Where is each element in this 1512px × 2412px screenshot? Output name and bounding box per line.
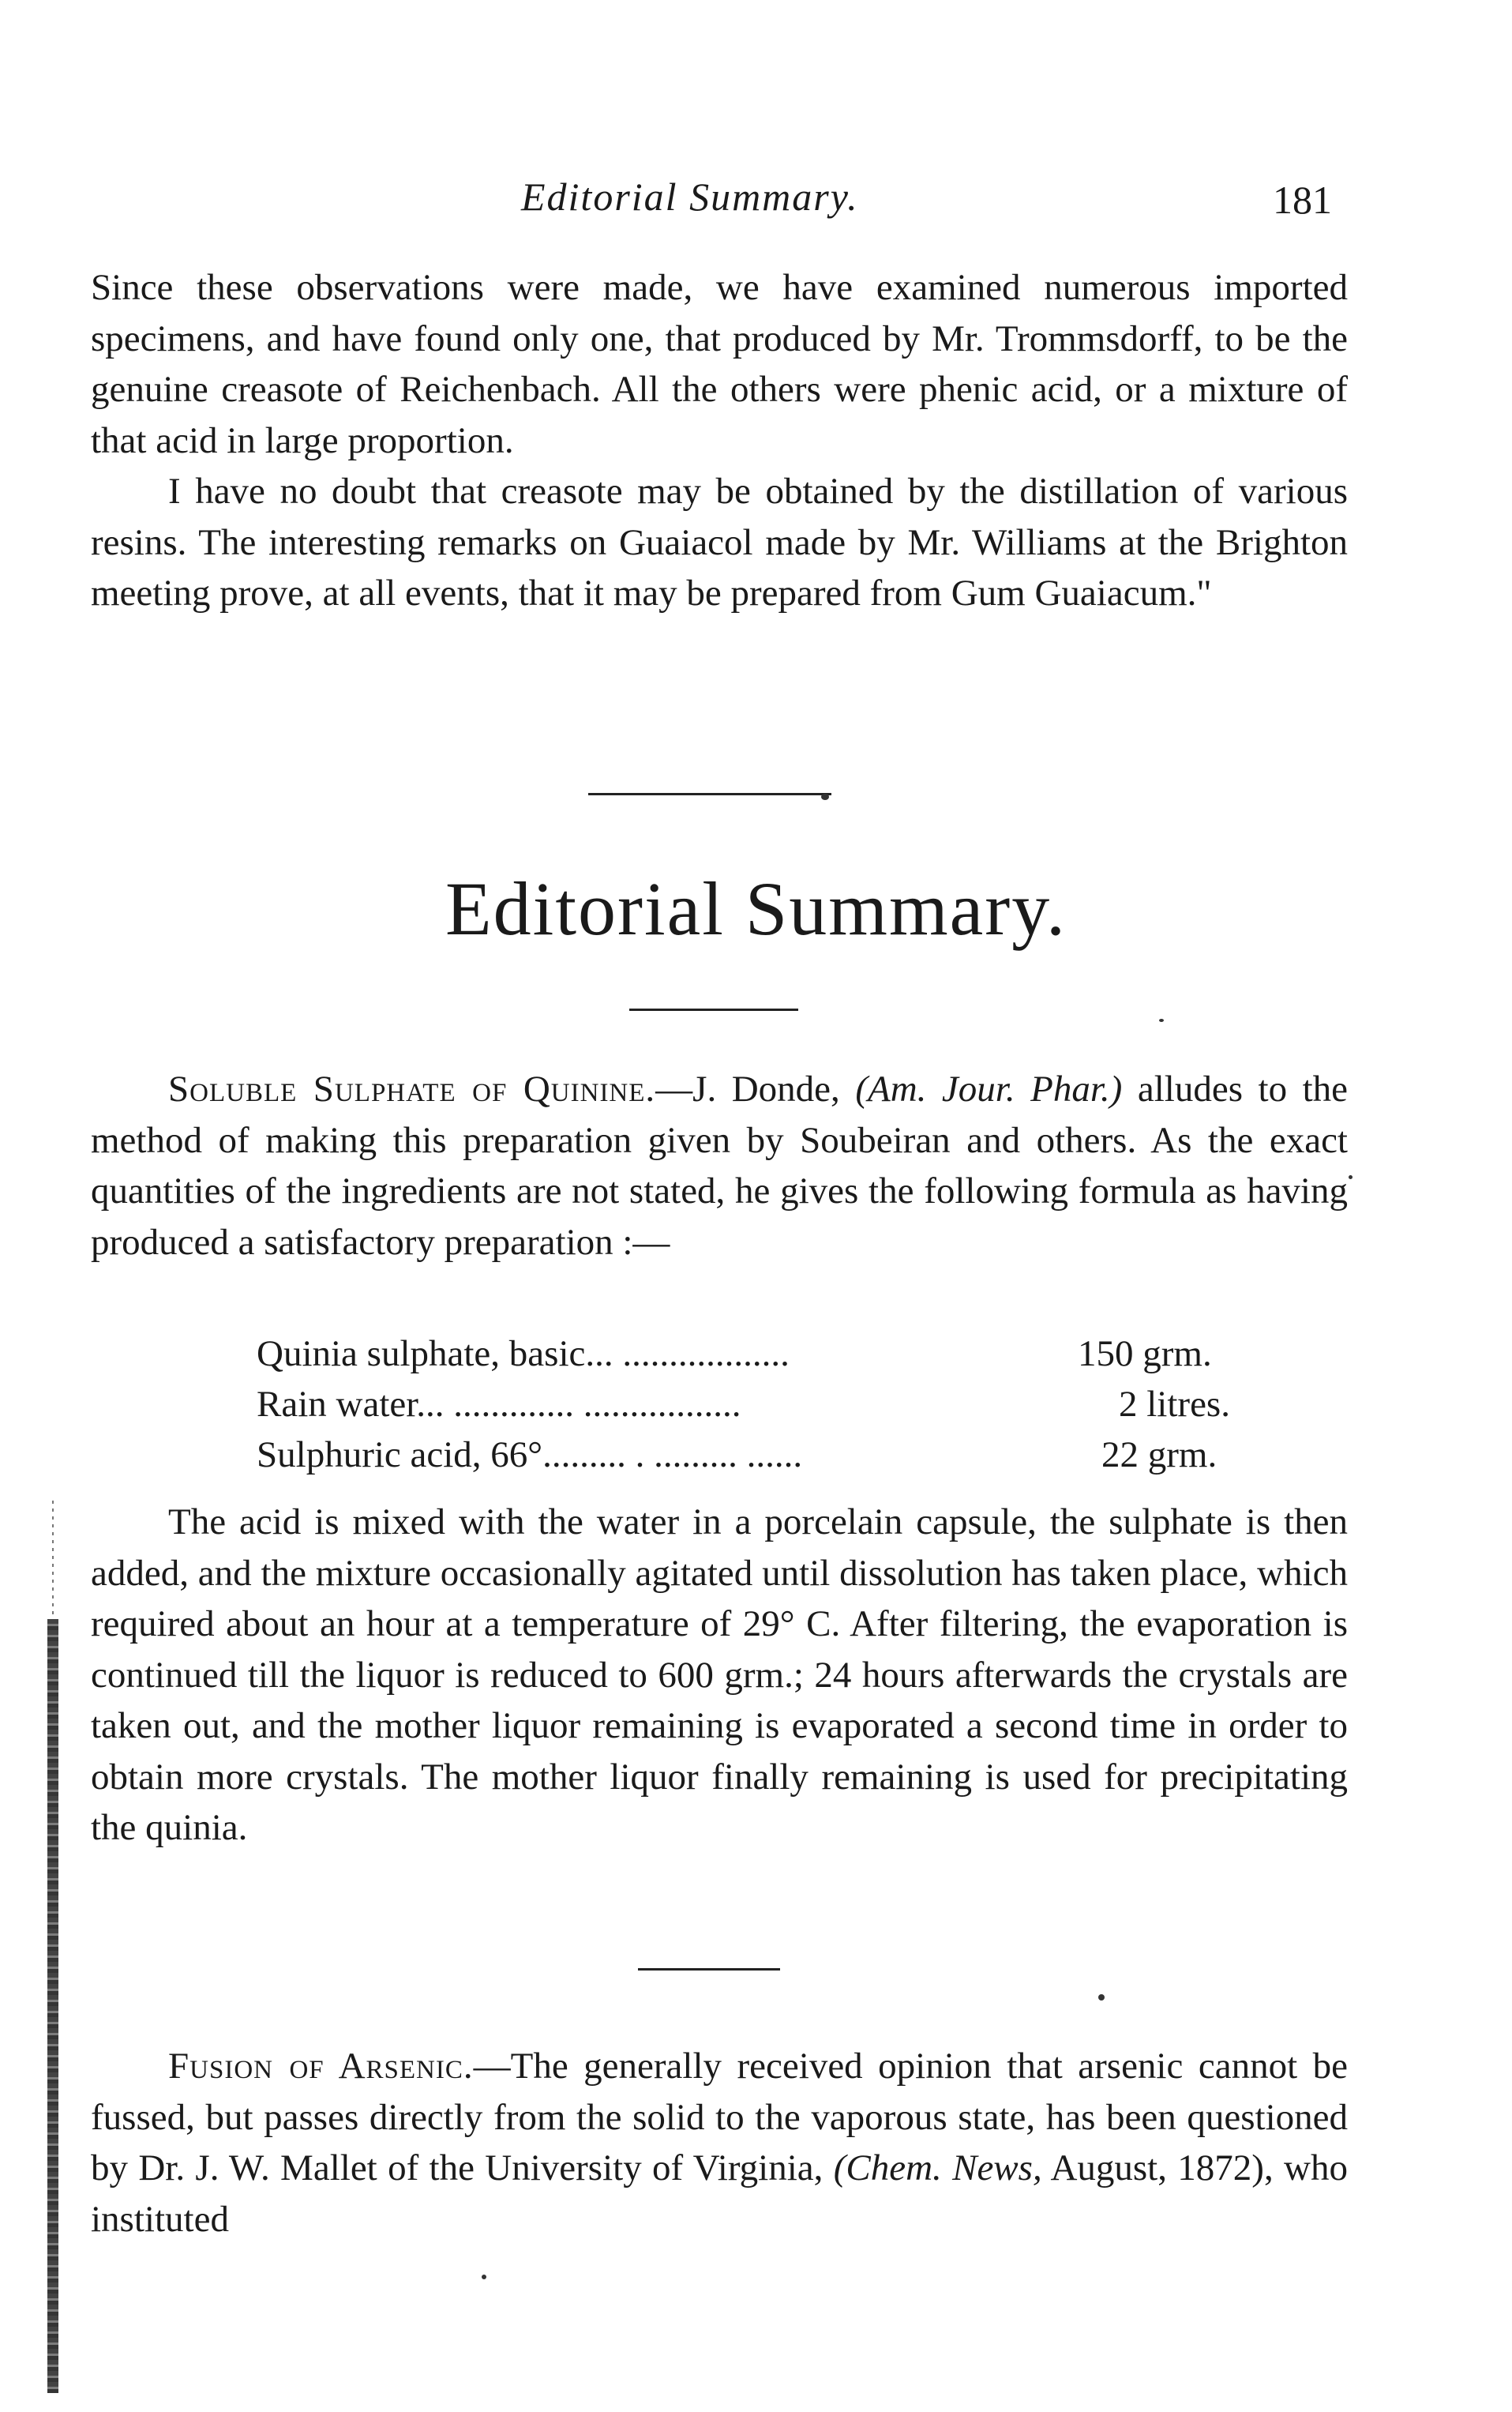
article-arsenic-paragraph bbox=[91, 2041, 1348, 2245]
formula-row bbox=[257, 1379, 1283, 1430]
print-speck bbox=[1349, 1175, 1353, 1179]
article-arsenic bbox=[91, 2041, 1348, 2245]
formula-item: Sulphuric acid, 66°......... . ......... ...... bbox=[257, 1434, 803, 1475]
print-speck bbox=[1159, 1019, 1164, 1022]
article-quinine-paragraph bbox=[91, 1064, 1348, 1268]
divider-rule-2 bbox=[629, 1009, 798, 1011]
binding-shadow bbox=[52, 1501, 54, 1619]
page-number: 181 bbox=[1273, 178, 1332, 222]
formula-row bbox=[257, 1328, 1283, 1379]
running-head bbox=[0, 174, 1512, 229]
formula-amount: 150 grm. bbox=[1078, 1333, 1212, 1374]
opening-paragraph-2: I have no doubt that creasote may be obtained by the distillation of various resins. The interesting remarks on Guaiacol made by Mr. Williams at the Brighton meeting prove, at all events, that it may be prepared from Gum Guaiacum." bbox=[91, 471, 1348, 614]
divider-rule-3 bbox=[638, 1968, 780, 1971]
article-arsenic-source: (Chem. News, bbox=[833, 2147, 1042, 2188]
article-arsenic-dash: — bbox=[473, 2046, 511, 2087]
article-quinine-body-paragraph: The acid is mixed with the water in a porcelain capsule, the sulphate is then added, and the mixture occasionally agitated until dissolution has taken place, which required about an hour at a temperature of 29° C. After filtering, the evaporation is continued till the liquor is reduced to 600 grm.; 24 hours afterwards the crystals are taken out, and the mother liquor remaining is evaporated a second time in order to obtain more crystals. The mother liquor finally remaining is used for precipitating the quinia. bbox=[91, 1501, 1348, 1848]
article-quinine-dash: — bbox=[655, 1069, 693, 1110]
formula-amount: 22 grm. bbox=[1101, 1434, 1217, 1475]
divider-rule-1 bbox=[588, 793, 831, 795]
formula-item: Quinia sulphate, basic... .................. bbox=[257, 1333, 790, 1374]
opening-paragraph-1: Since these observations were made, we have examined numerous imported specimens, and have found only one, that produced by Mr. Trommsdorff, to be the genuine creasote of Reichenbach. All the others were phenic acid, or a mixture of that acid in large proportion. bbox=[91, 267, 1348, 461]
print-speck bbox=[482, 2275, 486, 2279]
formula-item: Rain water... ............. ................. bbox=[257, 1384, 741, 1425]
article-arsenic-text: The generally received opinion that arsenic cannot be fussed, but passes directly from the solid to the vaporous state, has been questioned by Dr. J. W. Mallet of the University of Virginia, bbox=[91, 2046, 1348, 2188]
article-quinine-intro-text: alludes to the method of making this preparation given by Soubeiran and others. As the exact quantities of the ingredients are not stated, he gives the following formula as having produced a satisfactory preparation :— bbox=[91, 1069, 1349, 1263]
opening-text bbox=[91, 262, 1348, 619]
running-title: Editorial Summary. bbox=[521, 175, 859, 219]
binding-edge bbox=[47, 1619, 58, 2393]
article-quinine-body bbox=[91, 1497, 1348, 1854]
article-quinine-heading: Soluble Sulphate of Quinine. bbox=[168, 1069, 656, 1110]
print-speck bbox=[1098, 1994, 1105, 2001]
formula-row bbox=[257, 1430, 1283, 1480]
article-quinine-intro bbox=[91, 1064, 1348, 1268]
article-arsenic-heading: Fusion of Arsenic. bbox=[168, 2046, 474, 2087]
article-quinine-author: J. Donde, bbox=[692, 1069, 856, 1110]
article-arsenic-text-end: August, 1872), who instituted bbox=[91, 2147, 1348, 2240]
print-speck bbox=[821, 794, 829, 800]
article-quinine-source: (Am. Jour. Phar.) bbox=[855, 1069, 1123, 1110]
formula-table bbox=[257, 1328, 1283, 1480]
formula-amount: 2 litres. bbox=[1119, 1384, 1230, 1425]
section-title: Editorial Summary. bbox=[445, 866, 1067, 951]
